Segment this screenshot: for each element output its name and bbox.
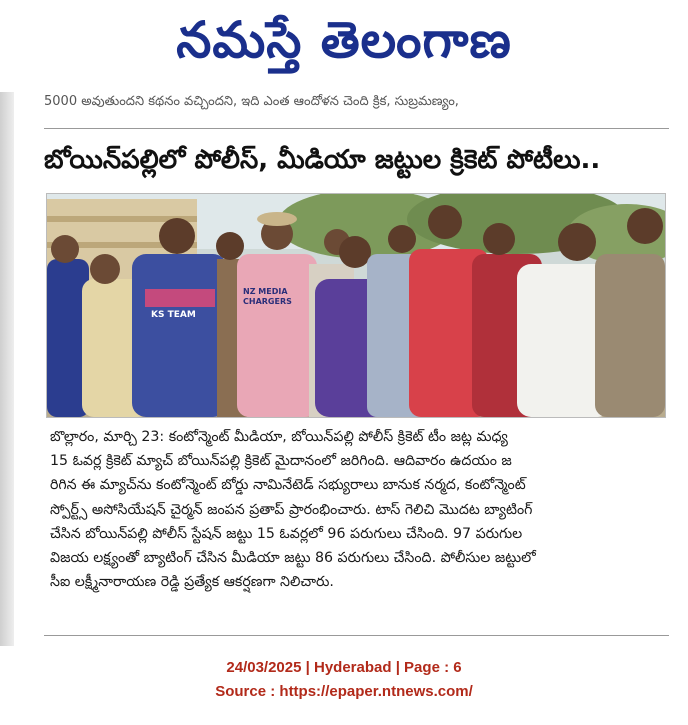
body-line: సీఐ లక్ష్మీనారాయణ రెడ్డి ప్రత్యేక ఆకర్షణగా నిలిచారు. xyxy=(50,574,334,591)
masthead xyxy=(0,0,688,92)
body-line: విజయ లక్ష్యంతో బ్యాటింగ్ చేసిన మీడియా జట్టు 86 పరుగులు చేసింది. పోలీసుల జట్టులో xyxy=(50,549,536,566)
jersey-text-3: CHARGERS xyxy=(243,297,292,306)
body-line: బొల్లారం, మార్చి 23: కంటోన్మెంట్ మీడియా, బోయిన్‌పల్లి పోలీస్ క్రికెట్ టీం జట్ల మధ్య xyxy=(50,429,508,445)
edition-info: 24/03/2025 | Hyderabad | Page : 6 xyxy=(226,659,462,676)
cut-off-text-line: 5000 అవుతుందని కథనం వచ్చిందని, ఇది ఎంత ఆందోళన చెంది క్రిక, సుబ్రమణ్యం, xyxy=(44,94,459,109)
newspaper-title: నమస్తే తెలంగాణ xyxy=(176,10,512,69)
jersey-text-1: KS TEAM xyxy=(151,310,196,320)
page-edge-strip xyxy=(0,92,14,646)
body-line: 15 ఓవర్ల క్రికెట్ మ్యాచ్ బోయిన్‌పల్లి క్రికెట్ మైదానంలో జరిగింది. ఆదివారం ఉదయం జ xyxy=(50,453,512,470)
article-headline: బోయిన్‌పల్లిలో పోలీస్, మీడియా జట్టుల క్రికెట్ పోటీలు.. xyxy=(44,145,601,175)
article-body xyxy=(50,425,665,594)
news-clipping xyxy=(0,92,688,646)
body-line: స్పోర్ట్స్ అసోసియేషన్ చైర్మన్ జంపన ప్రతాప్ ప్రారంభించారు. టాస్ గెలిచి మొదట బ్యాటింగ్ xyxy=(50,501,533,518)
article-photo xyxy=(46,193,666,418)
jersey-text-2: NZ MEDIA xyxy=(243,287,288,296)
source-link[interactable]: Source : https://epaper.ntnews.com/ xyxy=(215,683,473,700)
body-line: చేసిన బోయిన్‌పల్లి పోలీస్ స్టేషన్ జట్టు 15 ఓవర్లలో 96 పరుగులు చేసింది. 97 పరుగుల xyxy=(50,525,523,542)
rule-top xyxy=(44,128,669,129)
footer xyxy=(0,656,688,704)
rule-bottom xyxy=(44,635,669,636)
body-line: రిగిన ఈ మ్యాచ్‌ను కంటోన్మెంట్ బోర్డు నామినేటెడ్ సభ్యురాలు బానుక నర్మద, కంటోన్మెంట్ xyxy=(50,477,526,494)
